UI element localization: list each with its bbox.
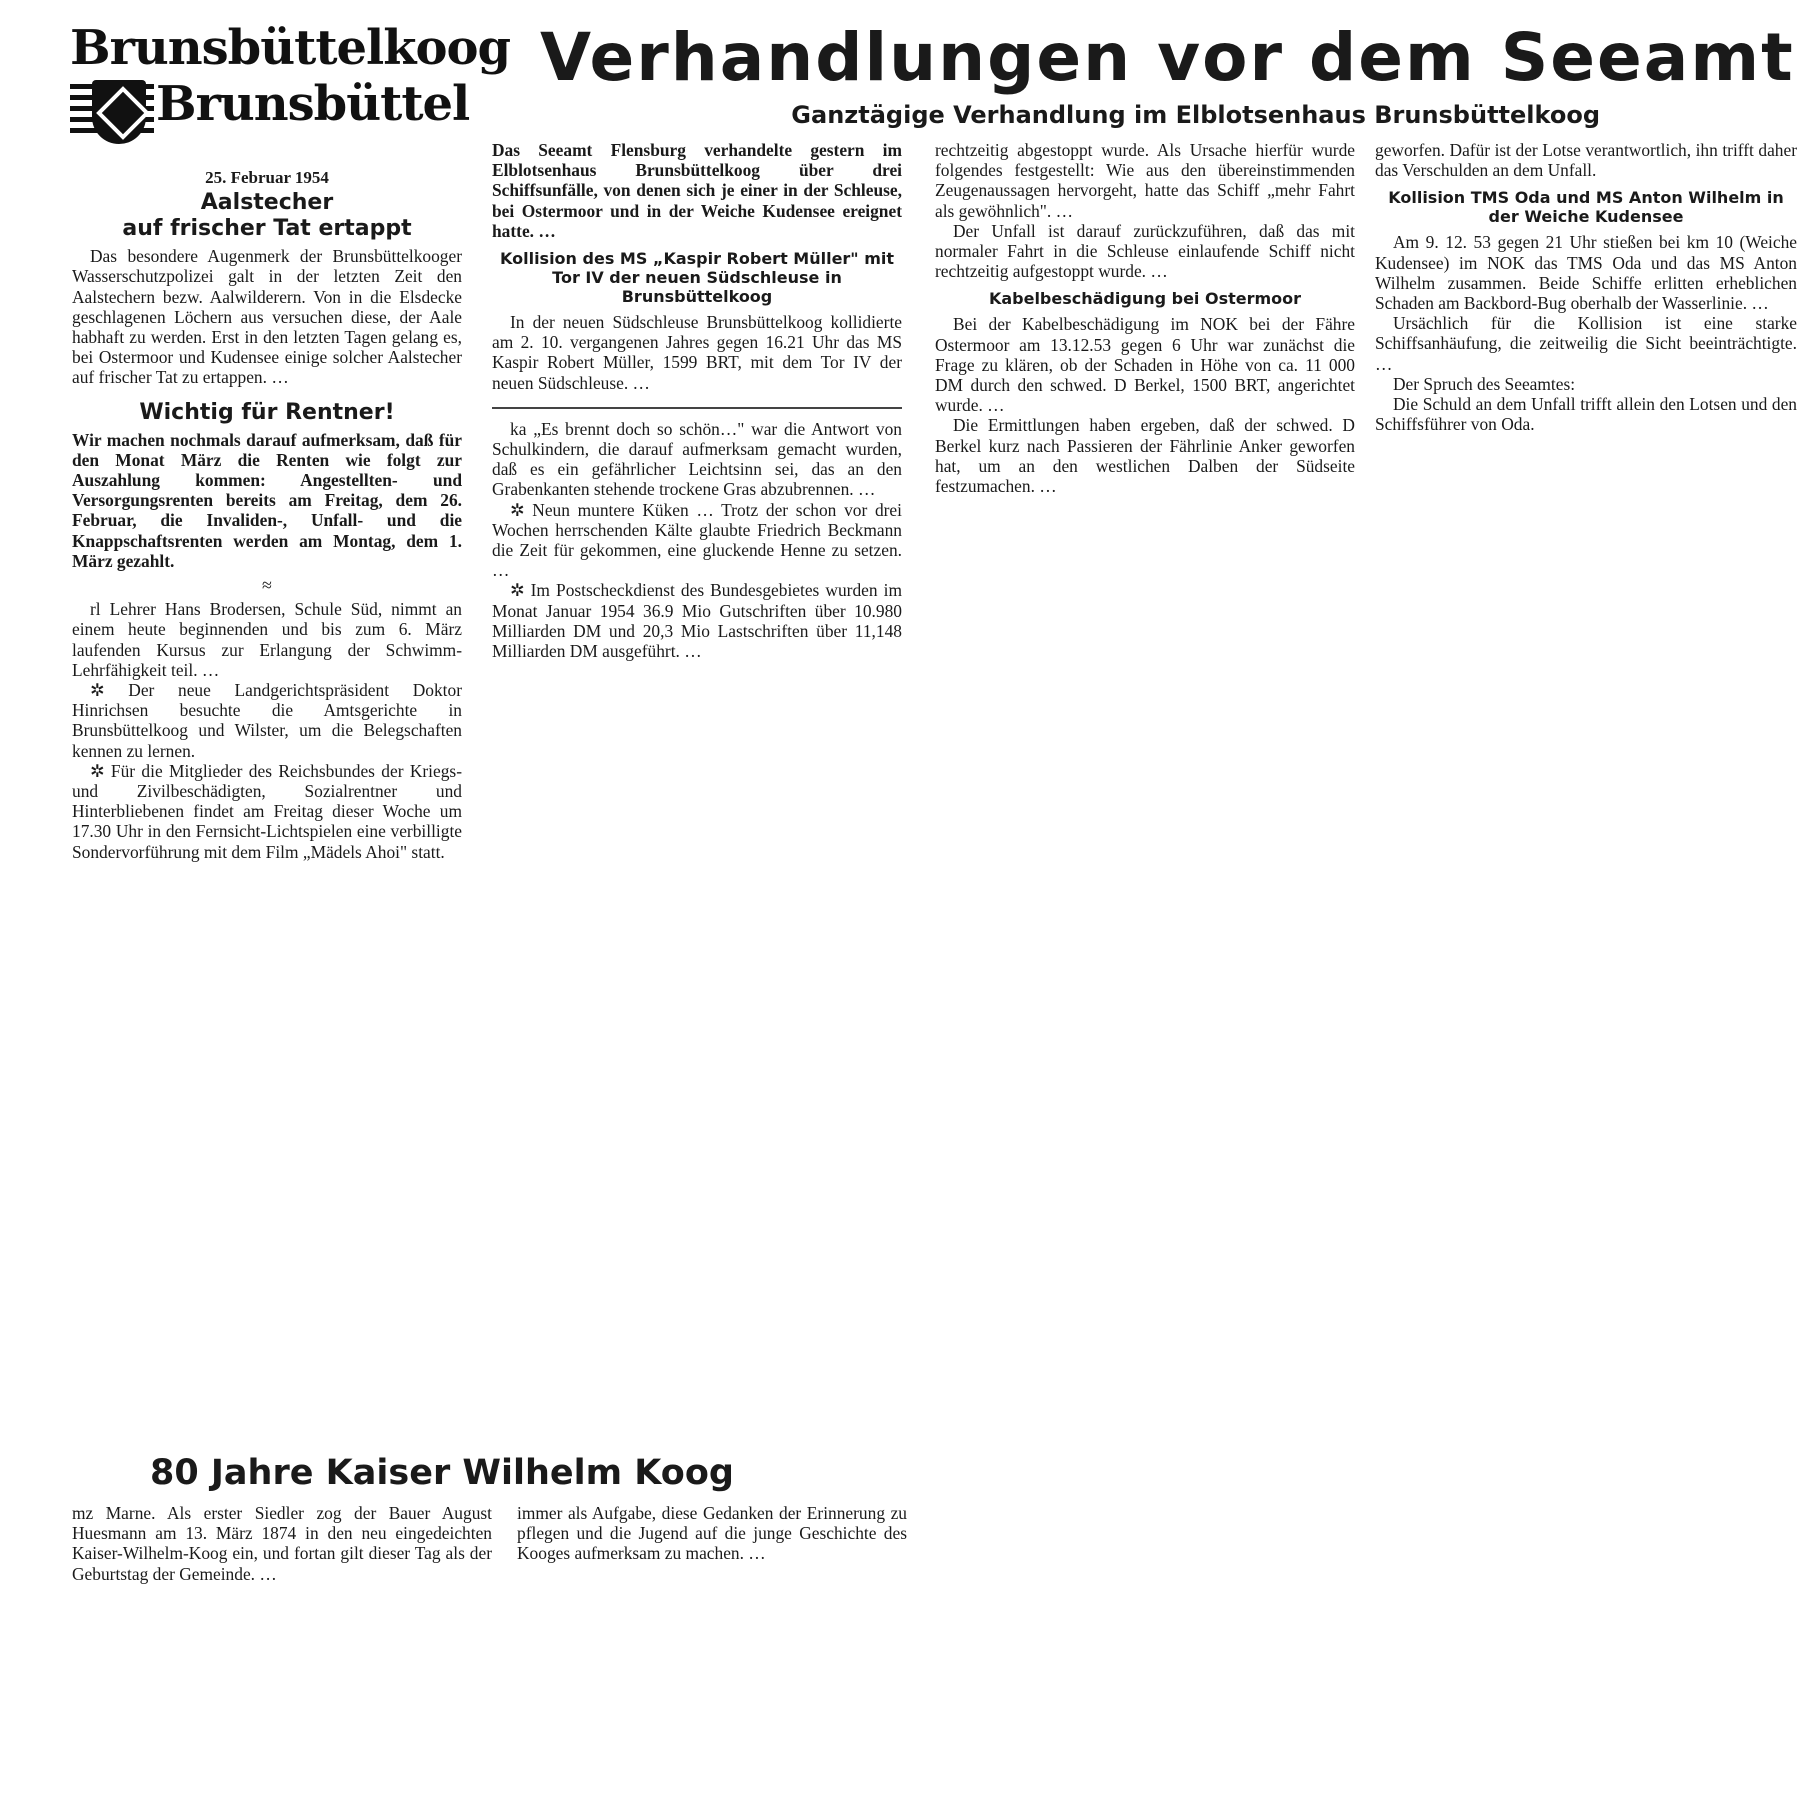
separator: ≈ (262, 575, 272, 596)
koog-column-right (517, 1503, 907, 1803)
masthead-line-2: Brunsbüttel (156, 76, 470, 132)
masthead-logo (70, 20, 511, 160)
article-reichsbund: ✲ Für die Mitglieder des Reichsbundes der Kriegs- und Zivilbeschädigten, Sozialrentner und Hinterbliebenen findet am Freitag dieser Woche um 17.30 Uhr in den Fernsicht-Lichtspielen eine verbilligte Sondervorführung mit dem Film „Mädels Ahoi" statt. (72, 760, 462, 862)
dateline: 25. Februar 1954 (205, 168, 329, 187)
article-ursache: Ursächlich für die Kollision ist eine starke Schiffsanhäufung, die zeitweilig die Sicht beeinträchtigte. … (1375, 313, 1797, 374)
headline-oda: Kollision TMS Oda und MS Anton Wilhelm in der Weiche Kudensee (1388, 188, 1784, 227)
article-seeamt-cont: rechtzeitig abgestoppt wurde. Als Ursache hierfür wurde folgendes festgestellt: Wie aus den übereinstimmenden Zeugenaussagen hervorgeht, hatte das Schiff „mehr Fahrt als gewöhnlich". … (935, 140, 1355, 221)
article-lotse: geworfen. Dafür ist der Lotse verantwortlich, ihn trifft daher das Verschulden an dem Unfall. (1375, 140, 1797, 181)
main-headline: Verhandlungen vor dem Seeamt (540, 19, 1795, 96)
article-postscheck: ✲ Im Postscheckdienst des Bundesgebietes wurden im Monat Januar 1954 36.9 Mio Gutschriften über 10.980 Milliarden DM und 20,3 Mio Lastschriften über 11,148 Milliarden DM ausgeführt. … (492, 580, 902, 662)
headline-kollision-mueller: Kollision des MS „Kaspir Robert Müller" mit Tor IV der neuen Südschleuse in Brunsbüttelkoog (499, 249, 895, 307)
article-brodersen: rl Lehrer Hans Brodersen, Schule Süd, nimmt an einem heute beginnenden und bis zum 6. März laufenden Kursus zur Erlangung der Schwimm-Lehrfähigkeit teil. … (72, 599, 462, 680)
headline-aalstecher-1: Aalstecher (200, 190, 334, 216)
article-seeamt-intro: Das Seeamt Flensburg verhandelte gestern im Elblotsenhaus Brunsbüttelkoog über drei Schiffsunfälle, von denen sich je einer in der Schleuse, bei Ostermoor und in der Weiche Kudensee ereignet hatte. … (492, 140, 902, 241)
article-rentner: Wir machen nochmals darauf aufmerksam, daß für den Monat März die Renten wie folgt zur Auszahlung kommen: Angestellten- und Versorgungsrenten bereits am Freitag, dem 26. Februar, die Invaliden-, Unfall- und die Knappschaftsrenten werden am Montag, dem 1. März gezahlt. (72, 429, 462, 571)
headline-kaiser-wilhelm-koog: 80 Jahre Kaiser Wilhelm Koog (150, 1453, 734, 1493)
column-1 (72, 168, 462, 1448)
main-subheadline: Ganztägige Verhandlung im Elblotsenhaus Brunsbüttelkoog (791, 101, 1600, 129)
article-kueken: ✲ Neun muntere Küken … Trotz der schon vor drei Wochen herrschenden Kälte glaubte Friedrich Beckmann die Zeit für gekommen, eine gluckende Henne zu setzen. … (492, 499, 902, 581)
masthead-line-1: Brunsbüttelkoog (70, 20, 511, 76)
headline-aalstecher-2: auf frischer Tat ertappt (122, 216, 412, 242)
article-kollision-mueller: In der neuen Südschleuse Brunsbüttelkoog kollidierte am 2. 10. vergangenen Jahres gegen 16.21 Uhr das MS Kaspir Robert Müller, 1599 BRT, mit dem Tor IV der neuen Südschleuse. … (492, 312, 902, 393)
koog-column-left (72, 1503, 492, 1803)
coat-of-arms-icon (92, 80, 146, 144)
column-4 (1375, 140, 1797, 1810)
article-brennt: ka „Es brennt doch so schön…" war die Antwort von Schulkindern, die darauf aufmerksam gemacht wurden, daß es ein gefährlicher Leichtsinn sei, das an den Grabenkanten stehende trockene Gras abzubrennen. … (492, 418, 902, 500)
article-koog-right: immer als Aufgabe, diese Gedanken der Erinnerung zu pflegen und die Jugend auf die junge Geschichte des Kooges aufmerksam zu machen. … (517, 1503, 907, 1564)
article-spruch-1: Der Unfall ist darauf zurückzuführen, daß das mit normaler Fahrt in die Schleuse einlaufende Schiff nicht rechtzeitig aufgestoppt wurde. … (935, 220, 1355, 282)
article-ermittlungen: Die Ermittlungen haben ergeben, daß der schwed. D Berkel kurz nach Passieren der Fährlinie Anker geworfen hat, um an den westlichen Dalben der Südseite festzumachen. … (935, 415, 1355, 497)
column-2 (492, 140, 902, 1430)
column-3 (935, 140, 1355, 1810)
column-divider (492, 407, 902, 409)
spruch-label: Der Spruch des Seeamtes: (1393, 373, 1576, 394)
article-kabel: Bei der Kabelbeschädigung im NOK bei der Fähre Ostermoor am 13.12.53 gegen 6 Uhr war zunächst die Frage zu klären, ob der Schaden in Höhe von ca. 11 000 DM durch den schwed. D Berkel, 1500 BRT, angerichtet wurde. … (935, 314, 1355, 416)
article-oda: Am 9. 12. 53 gegen 21 Uhr stießen bei km 10 (Weiche Kudensee) im NOK das TMS Oda und das MS Anton Wilhelm zusammen. Beide Schiffe erlitten erheblichen Schaden am Backbord-Bug oberhalb der Wasserlinie. … (1375, 232, 1797, 314)
headline-kabel: Kabelbeschädigung bei Ostermoor (988, 289, 1302, 309)
article-aalstecher: Das besondere Augenmerk der Brunsbüttelkooger Wasserschutzpolizei galt in der letzten Zeit den Aalstechern bezw. Aalwilderern. Von in die Elsdecke geschlagenen Löchern aus versuchen diese, der Aale habhaft zu werden. Erst in den letzten Tagen gelang es, bei Ostermoor und Kudensee einige solcher Aalstecher auf frischer Tat zu ertappen. … (72, 246, 462, 388)
article-landgericht: ✲ Der neue Landgerichtspräsident Doktor Hinrichsen besuchte die Amtsgerichte in Brunsbüttelkoog und Wilster, um die Belegschaften kennen zu lernen. (72, 680, 462, 761)
article-koog-left: mz Marne. Als erster Siedler zog der Bauer August Huesmann am 13. März 1874 in den neu eingedeichten Kaiser-Wilhelm-Koog ein, und fortan gilt dieser Tag als der Geburtstag der Gemeinde. … (72, 1503, 492, 1584)
article-spruch-oda: Die Schuld an dem Unfall trifft allein den Lotsen und den Schiffsführer von Oda. (1375, 394, 1797, 435)
headline-rentner: Wichtig für Rentner! (139, 399, 395, 425)
